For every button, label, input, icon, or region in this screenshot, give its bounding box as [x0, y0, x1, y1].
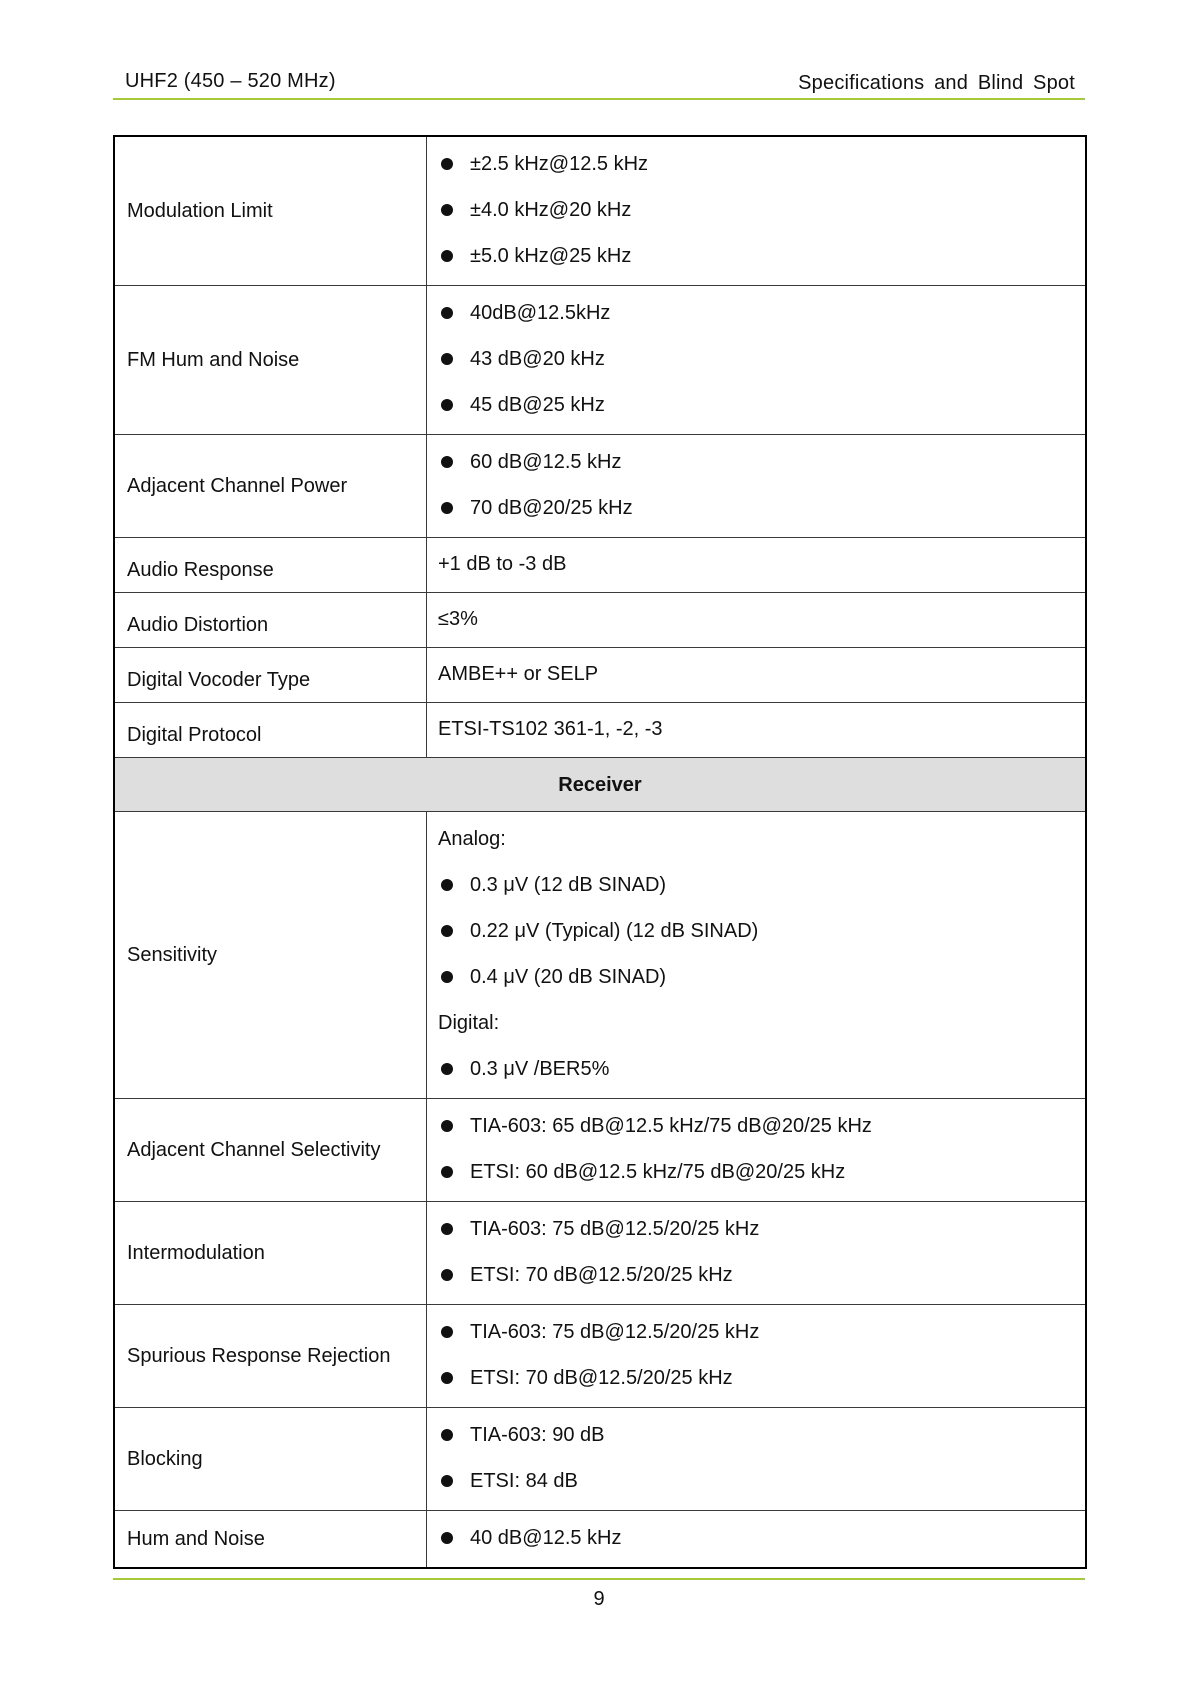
page-footer: [113, 1578, 1085, 1610]
specifications-table: [113, 135, 1087, 1569]
list-item: TIA-603: 75 dB@12.5/20/25 kHz: [438, 1319, 1085, 1365]
spec-label: Blocking: [114, 1408, 427, 1511]
table-row: [114, 1202, 1086, 1305]
spec-value: [427, 136, 1087, 286]
list-item: 40dB@12.5kHz: [438, 300, 1085, 346]
page-number: 9: [593, 1588, 605, 1610]
spec-label: Digital Protocol: [114, 703, 427, 758]
table-row: [114, 703, 1086, 758]
bullet-list: [438, 435, 1085, 537]
list-item: ETSI: 70 dB@12.5/20/25 kHz: [438, 1262, 1085, 1294]
table-row: [114, 1408, 1086, 1511]
list-item: 60 dB@12.5 kHz: [438, 449, 1085, 495]
list-item: 0.4 μV (20 dB SINAD): [438, 964, 1085, 1010]
list-item: 0.3 μV /BER5%: [438, 1056, 1085, 1088]
spec-label: Intermodulation: [114, 1202, 427, 1305]
spec-label: Audio Distortion: [114, 593, 427, 648]
list-item: ±2.5 kHz@12.5 kHz: [438, 151, 1085, 197]
list-item: 0.3 μV (12 dB SINAD): [438, 872, 1085, 918]
spec-label: Sensitivity: [114, 812, 427, 1099]
list-item: 70 dB@20/25 kHz: [438, 495, 1085, 527]
spec-value: [427, 286, 1087, 435]
spec-value: [427, 1099, 1087, 1202]
spec-value: [427, 1202, 1087, 1305]
table-row: [114, 1511, 1086, 1569]
bullet-list: [438, 812, 1085, 1098]
spec-value: +1 dB to -3 dB: [427, 538, 1087, 593]
spec-value: [427, 435, 1087, 538]
list-heading: Digital:: [438, 1012, 500, 1034]
page-header: [113, 66, 1085, 100]
table-row: [114, 1305, 1086, 1408]
bullet-list: [438, 137, 1085, 285]
list-item: 43 dB@20 kHz: [438, 346, 1085, 392]
bullet-list: [438, 1511, 1085, 1567]
spec-label: Digital Vocoder Type: [114, 648, 427, 703]
table-row: [114, 538, 1086, 593]
bullet-list: [438, 1099, 1085, 1201]
bullet-list: [438, 1408, 1085, 1510]
section-title: Receiver: [114, 758, 1086, 812]
list-item: ETSI: 60 dB@12.5 kHz/75 dB@20/25 kHz: [438, 1159, 1085, 1191]
bullet-list: [438, 1305, 1085, 1407]
list-item: TIA-603: 90 dB: [438, 1422, 1085, 1468]
spec-value: [427, 812, 1087, 1099]
header-section-title: Specifications and Blind Spot: [798, 72, 1075, 94]
spec-value: AMBE++ or SELP: [427, 648, 1087, 703]
table-row: [114, 812, 1086, 1099]
table-row: [114, 593, 1086, 648]
list-heading: Analog:: [438, 828, 506, 850]
section-header-row: [114, 758, 1086, 812]
list-item: TIA-603: 65 dB@12.5 kHz/75 dB@20/25 kHz: [438, 1113, 1085, 1159]
spec-label: FM Hum and Noise: [114, 286, 427, 435]
list-item: TIA-603: 75 dB@12.5/20/25 kHz: [438, 1216, 1085, 1262]
bullet-list: [438, 1202, 1085, 1304]
list-item: ETSI: 84 dB: [438, 1468, 1085, 1500]
table-row: [114, 1099, 1086, 1202]
spec-label: Adjacent Channel Power: [114, 435, 427, 538]
list-item: ±5.0 kHz@25 kHz: [438, 243, 1085, 275]
list-item: 0.22 μV (Typical) (12 dB SINAD): [438, 918, 1085, 964]
list-item: 40 dB@12.5 kHz: [438, 1525, 1085, 1557]
spec-value: [427, 1305, 1087, 1408]
spec-label: Hum and Noise: [114, 1511, 427, 1569]
spec-value: [427, 1511, 1087, 1569]
bullet-list: [438, 286, 1085, 434]
header-product-title: UHF2 (450 – 520 MHz): [125, 70, 336, 92]
list-item: ETSI: 70 dB@12.5/20/25 kHz: [438, 1365, 1085, 1397]
spec-value: ≤3%: [427, 593, 1087, 648]
table-row: [114, 648, 1086, 703]
table-row: [114, 136, 1086, 286]
spec-value: [427, 1408, 1087, 1511]
list-item: 45 dB@25 kHz: [438, 392, 1085, 424]
spec-label: Spurious Response Rejection: [114, 1305, 427, 1408]
spec-label: Modulation Limit: [114, 136, 427, 286]
spec-label: Audio Response: [114, 538, 427, 593]
list-item: ±4.0 kHz@20 kHz: [438, 197, 1085, 243]
table-row: [114, 286, 1086, 435]
spec-label: Adjacent Channel Selectivity: [114, 1099, 427, 1202]
spec-value: ETSI-TS102 361-1, -2, -3: [427, 703, 1087, 758]
table-row: [114, 435, 1086, 538]
